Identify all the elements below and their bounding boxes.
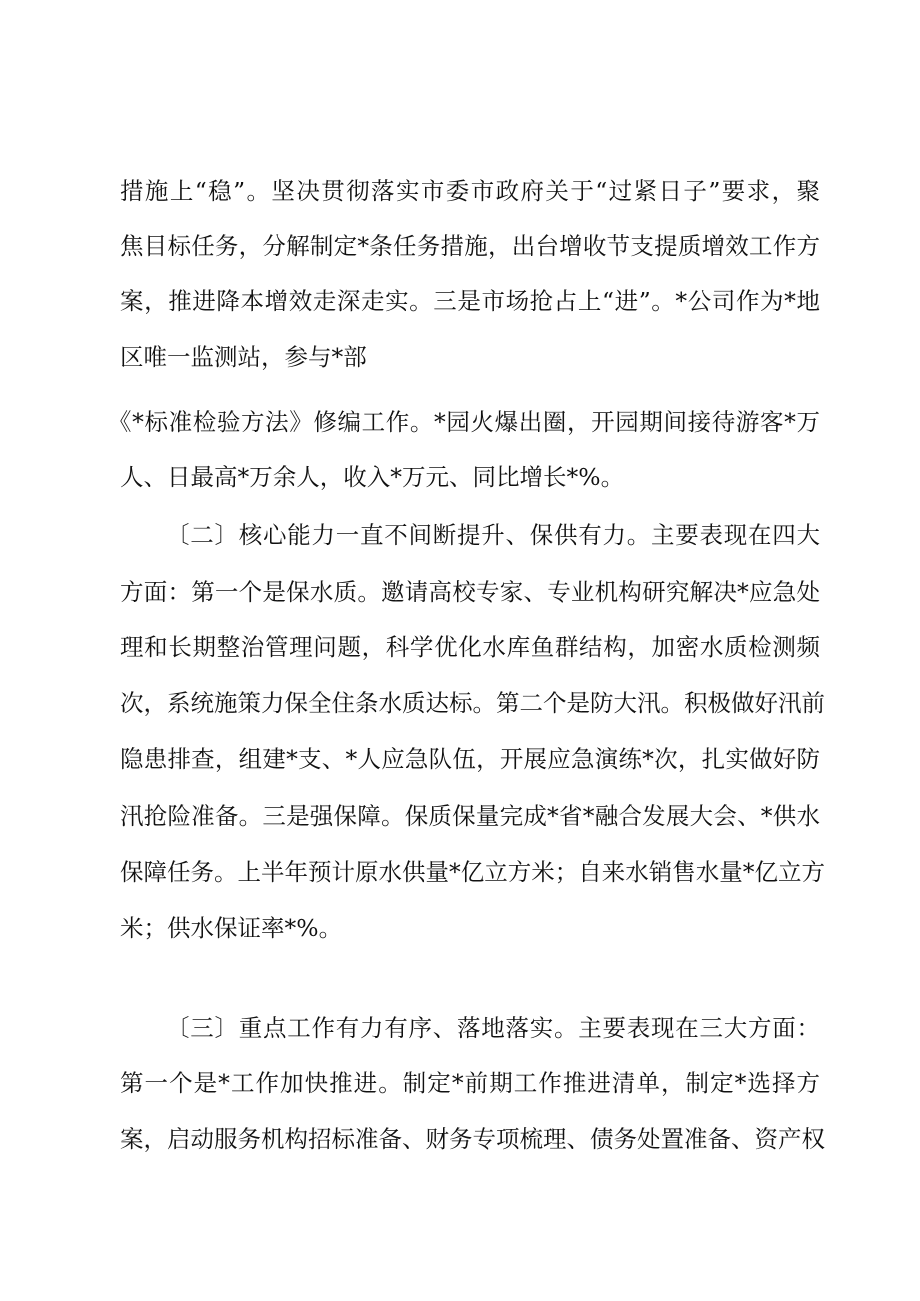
paragraph-3-line-3: 理和长期整治管理问题，科学优化水库鱼群结构，加密水质检测频 [120, 633, 820, 661]
paragraph-3-line-2: 方面：第一个是保水质。邀请高校专家、专业机构研究解决*应急处 [120, 578, 820, 606]
paragraph-3-line-5: 隐患排查，组建*支、*人应急队伍，开展应急演练*次，扎实做好防 [120, 745, 820, 773]
paragraph-3-line-8: 米；供水保证率*%。 [120, 914, 343, 942]
paragraph-3-line-1: 〔二〕核心能力一直不间断提升、保供有力。主要表现在四大 [166, 521, 820, 549]
paragraph-4-line-1: 〔三〕重点工作有力有序、落地落实。主要表现在三大方面： [166, 1014, 820, 1042]
paragraph-4-line-3: 案，启动服务机构招标准备、财务专项梳理、债务处置准备、资产权 [120, 1125, 825, 1153]
paragraph-1-line-2: 焦目标任务，分解制定*条任务措施，出台增收节支提质增效工作方 [120, 232, 820, 260]
paragraph-3-line-6: 汛抢险准备。三是强保障。保质保量完成*省*融合发展大会、*供水 [120, 802, 820, 830]
paragraph-2-line-2: 人、日最高*万余人，收入*万元、同比增长*%。 [120, 463, 625, 491]
paragraph-1-line-4: 区唯一监测站，参与*部 [120, 343, 367, 371]
paragraph-4-line-2: 第一个是*工作加快推进。制定*前期工作推进清单，制定*选择方 [120, 1069, 820, 1097]
paragraph-3-line-7: 保障任务。上半年预计原水供量*亿立方米；自来水销售水量*亿立方 [120, 858, 825, 886]
paragraph-3-line-4: 次，系统施策力保全住条水质达标。第二个是防大汛。积极做好汛前 [120, 689, 825, 717]
paragraph-1-line-3: 案，推进降本增效走深走实。三是市场抢占上“进”。*公司作为*地 [120, 287, 820, 315]
paragraph-2-line-1: 《*标准检验方法》修编工作。*园火爆出圈，开园期间接待游客*万 [108, 408, 820, 436]
paragraph-1-line-1: 措施上“稳”。坚决贯彻落实市委市政府关于“过紧日子”要求，聚 [120, 177, 820, 205]
